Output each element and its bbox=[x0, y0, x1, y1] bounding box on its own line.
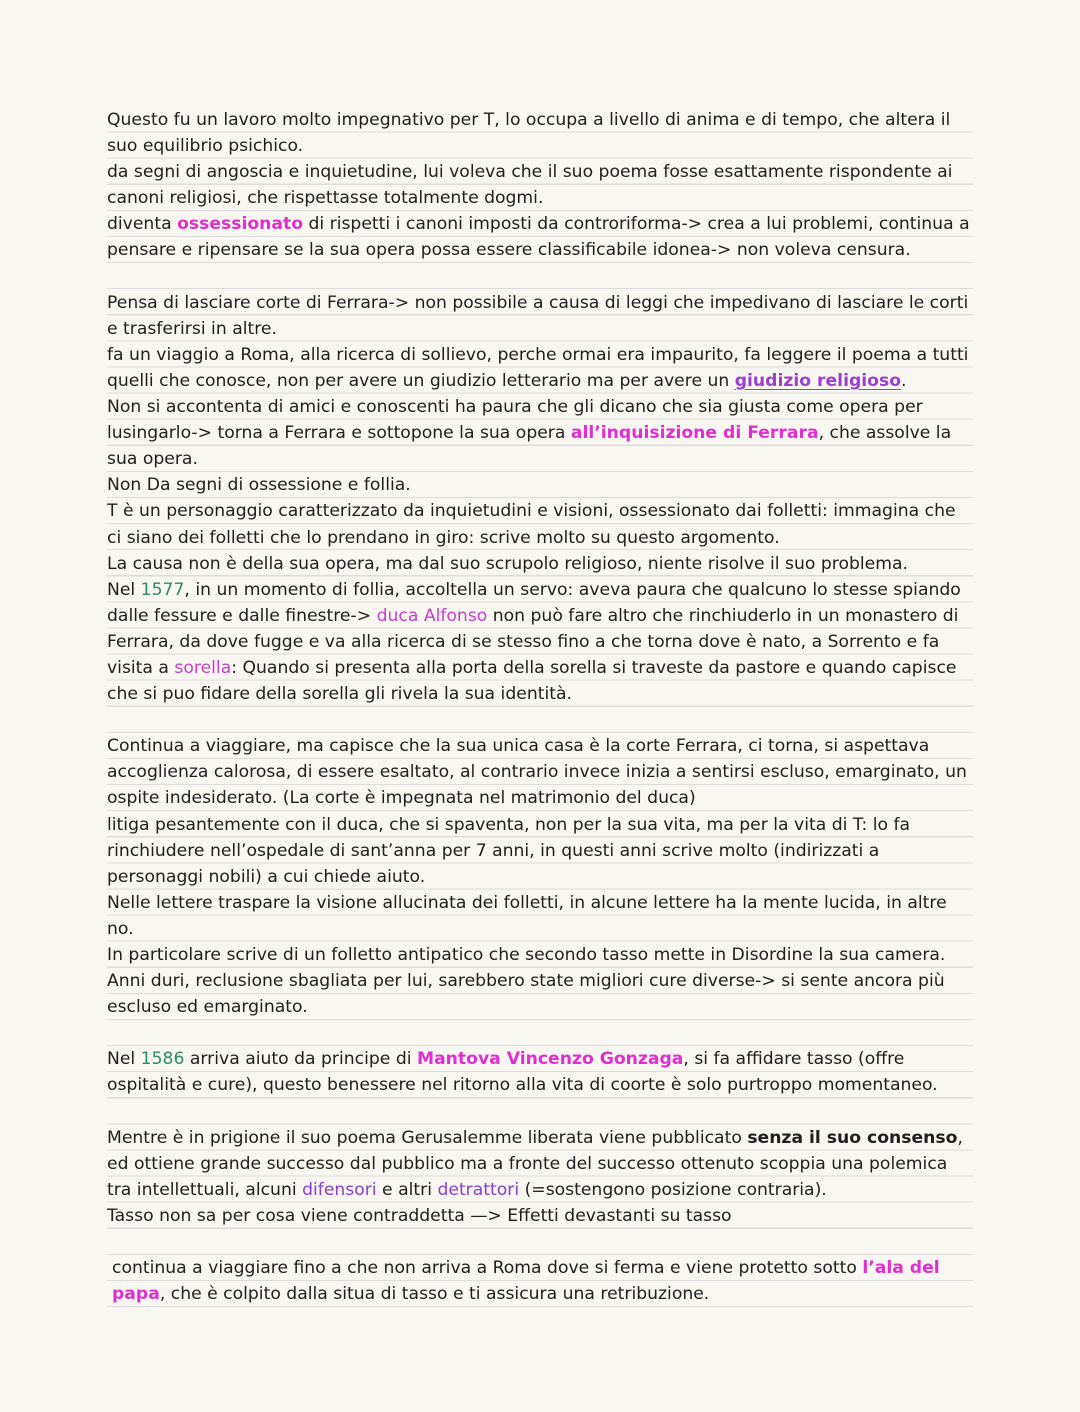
note-line bbox=[107, 1125, 973, 1203]
note-text: litiga pesantemente con il duca, che si spaventa, non per la sua vita, ma per la vita di T: lo fa rinchiudere nell’ospedale di sant’anna per 7 anni, in questi anni scrive molto (indirizzati a personaggi nobili) a cui chiede aiuto. bbox=[107, 814, 911, 887]
note-line bbox=[107, 342, 973, 394]
note-text: Non si accontenta di amici e conoscenti ha paura che gli dicano che sia giusta come opera per lusingarlo-> torna a Ferrara e sottopone la sua opera bbox=[107, 397, 923, 444]
paragraph-gap bbox=[107, 1229, 973, 1255]
note-line bbox=[107, 551, 973, 577]
note-text: Nelle lettere traspare la visione allucinata dei folletti, in alcune lettere ha la mente lucida, in altre no. bbox=[107, 892, 947, 939]
note-text: , che assolve la sua opera. bbox=[107, 423, 952, 470]
note-text: e altri bbox=[376, 1179, 438, 1200]
note-text: Anni duri, reclusione sbagliata per lui, sarebbero state migliori cure diverse-> si sente ancora più escluso ed emarginato. bbox=[107, 971, 945, 1018]
note-text: Nel bbox=[107, 1049, 141, 1070]
highlighted-term: difensori bbox=[302, 1179, 377, 1200]
note-line bbox=[107, 498, 973, 550]
paragraph-gap bbox=[107, 1020, 973, 1046]
highlighted-term: sorella bbox=[174, 657, 232, 678]
note-line bbox=[107, 472, 973, 498]
note-text: Mentre è in prigione il suo poema Gerusalemme liberata viene pubblicato bbox=[107, 1127, 748, 1148]
highlighted-term: ossessionato bbox=[177, 214, 304, 235]
note-text: , si fa affidare tasso (offre ospitalità e cure), questo benessere nel ritorno alla vita di coorte è solo purtroppo momentaneo. bbox=[107, 1049, 938, 1096]
note-line bbox=[107, 1255, 973, 1307]
highlighted-term: detrattori bbox=[437, 1179, 520, 1200]
highlighted-term: Mantova Vincenzo Gonzaga bbox=[416, 1049, 684, 1070]
note-text: Continua a viaggiare, ma capisce che la sua unica casa è la corte Ferrara, ci torna, si aspettava accoglienza calorosa, di essere esaltato, al contrario invece inizia a sentirsi escluso, emarginato, un ospite indesiderato. (La corte è impegnata nel matrimonio del duca) bbox=[107, 736, 967, 809]
note-text: In particolare scrive di un folletto antipatico che secondo tasso mette in Disordine la sua camera. bbox=[107, 945, 946, 965]
highlighted-term: giudizio religioso bbox=[734, 370, 902, 391]
note-text: arriva aiuto da principe di bbox=[184, 1049, 417, 1070]
note-text: , che è colpito dalla situa di tasso e ti assicura una retribuzione. bbox=[159, 1284, 710, 1305]
note-line bbox=[107, 968, 973, 1020]
note-line bbox=[107, 159, 973, 211]
note-text: T è un personaggio caratterizzato da inquietudini e visioni, ossessionato dai folletti: immagina che ci siano dei folletti che lo prendano in giro: scrive molto su questo argomento. bbox=[107, 501, 956, 548]
paragraph-gap bbox=[107, 1099, 973, 1125]
paragraph-gap bbox=[107, 707, 973, 733]
note-text: diventa bbox=[107, 214, 178, 235]
note-text: . bbox=[901, 370, 907, 391]
note-text: : Quando si presenta alla porta della sorella si traveste da pastore e quando capisce che si puo fidare della sorella gli rivela la sua identità. bbox=[107, 657, 957, 705]
note-text: non può fare altro che rinchiuderlo in un monastero di Ferrara, da dove fugge e va alla ricerca di se stesso fino a che torna dove è nato, a Sorrento e fa visita a bbox=[107, 605, 959, 678]
highlighted-term: duca Alfonso bbox=[376, 605, 488, 626]
highlighted-term: l’ala del papa bbox=[112, 1258, 940, 1305]
highlighted-term: 1577 bbox=[140, 579, 185, 600]
note-text: fa un viaggio a Roma, alla ricerca di sollievo, perche ormai era impaurito, fa leggere il poema a tutti quelli che conosce, non per avere un giudizio letterario ma per avere un bbox=[107, 344, 969, 391]
note-text: Pensa di lasciare corte di Ferrara-> non possibile a causa di leggi che impedivano di lasciare le corti e trasferirsi in altre. bbox=[107, 292, 969, 339]
note-text: Non Da segni di ossessione e follia. bbox=[107, 475, 411, 496]
note-text: (=sostengono posizione contraria). bbox=[519, 1179, 827, 1200]
note-line bbox=[107, 733, 973, 811]
note-line bbox=[107, 290, 973, 342]
note-text: , ed ottiene grande successo dal pubblico ma a fronte del successo ottenuto scoppia una polemica tra intellettuali, alcuni bbox=[107, 1127, 963, 1200]
highlighted-term: all’inquisizione di Ferrara bbox=[570, 423, 819, 444]
note-text: di rispetti i canoni imposti da controriforma-> crea a lui problemi, continua a pensare e ripensare se la sua opera possa essere classificabile idonea-> non voleva censura. bbox=[107, 214, 970, 261]
note-line bbox=[107, 942, 973, 968]
note-line bbox=[107, 394, 973, 472]
highlighted-term: 1586 bbox=[140, 1049, 185, 1070]
note-line bbox=[107, 1046, 973, 1098]
note-text: Tasso non sa per cosa viene contraddetta —> Effetti devastanti su tasso bbox=[107, 1205, 732, 1226]
note-line bbox=[107, 577, 973, 707]
note-text: da segni di angoscia e inquietudine, lui voleva che il suo poema fosse esattamente rispondente ai canoni religiosi, che rispettasse totalmente dogmi. bbox=[107, 162, 953, 209]
note-text: Nel bbox=[107, 579, 141, 600]
note-line bbox=[107, 890, 973, 942]
note-text: La causa non è della sua opera, ma dal suo scrupolo religioso, niente risolve il suo problema. bbox=[107, 553, 908, 574]
note-text: Questo fu un lavoro molto impegnativo per T, lo occupa a livello di anima e di tempo, che altera il suo equilibrio psichico. bbox=[107, 110, 951, 157]
note-line bbox=[107, 812, 973, 890]
lined-notes-body bbox=[107, 107, 973, 1307]
note-line bbox=[107, 1203, 973, 1229]
note-line bbox=[107, 107, 973, 159]
paragraph-gap bbox=[107, 264, 973, 290]
note-text: , in un momento di follia, accoltella un servo: aveva paura che qualcuno lo stesse spiando dalle fessure e dalle finestre-> bbox=[107, 579, 961, 626]
highlighted-term: senza il suo consenso bbox=[747, 1127, 958, 1148]
note-line bbox=[107, 211, 973, 263]
note-text: continua a viaggiare fino a che non arriva a Roma dove si ferma e viene protetto sotto bbox=[112, 1258, 863, 1279]
